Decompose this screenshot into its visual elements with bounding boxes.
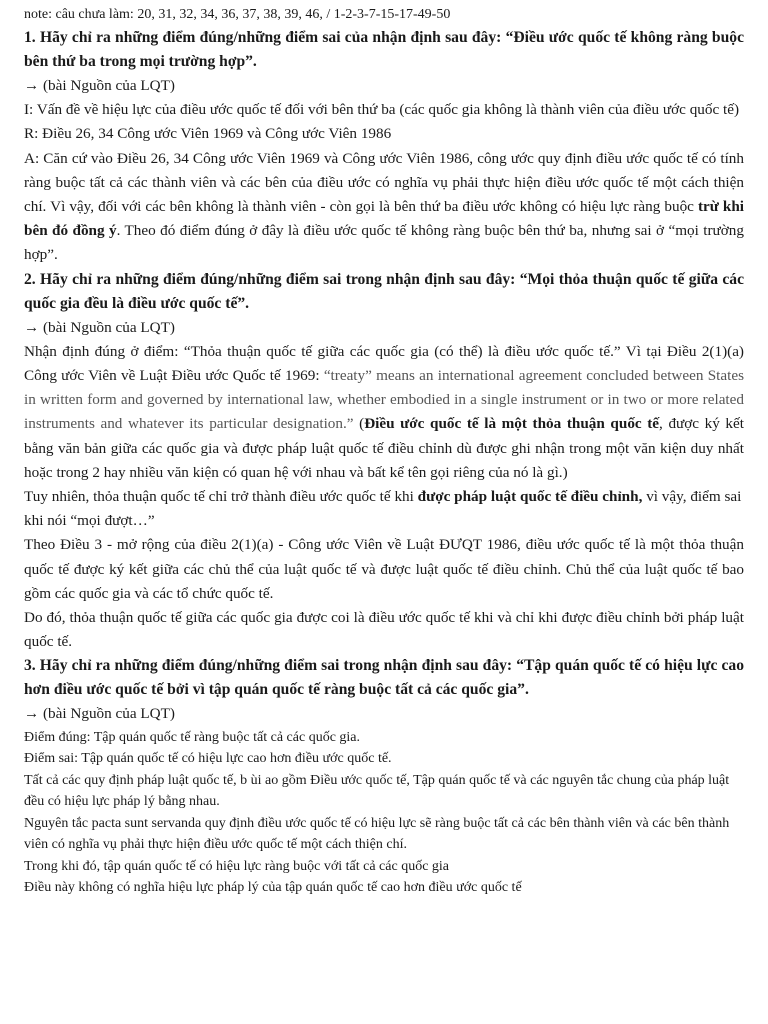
paragraph-text: vì vậy, điểm sai khi nói “mọi đượt…” (24, 488, 742, 530)
question-3-line: Điểm sai: Tập quán quốc tế có hiệu lực cao hơn điều ước quốc tế. (24, 751, 392, 767)
paragraph-text: ( (353, 415, 365, 433)
question-2-paragraph-2 (24, 485, 744, 533)
question-1-answer (24, 147, 744, 268)
question-3-line: Nguyên tắc pacta sunt servanda quy định điều ước quốc tế có hiệu lực sẽ ràng buộc tất cả các bên thành viên và các bên thành viên có nghĩa vụ phải thực hiện điều ước quốc tế một cách thiện chí. (24, 815, 730, 853)
treaty-definition-quote: “treaty” means an international agreement concluded between States in written form and governed by international law, whether embodied in a single instrument or in two or more related instruments and whatever its particular designation.” (24, 367, 744, 433)
question-2-reference: → (bài Nguồn của LQT) (24, 318, 175, 336)
answer-text: A: Căn cứ vào Điều 26, 34 Công ước Viên 1969 và Công ước Viên 1986, công ước quy định điều ước quốc tế có tính ràng buộc tất cả các thành viên và các bên của điều ước có nghĩa vụ phải thực hiện điều ước quốc tế một cách thiện chí. Vì vậy, đối với các bên không là thành viên - còn gọi là bên thứ ba điều ước không có hiệu lực ràng buộc (24, 149, 744, 216)
question-2-paragraph-1 (24, 340, 744, 485)
question-2-paragraph-3: Theo Điều 3 - mở rộng của điều 2(1)(a) - Công ước Viên về Luật ĐƯQT 1986, điều ước quốc tế là một thỏa thuận quốc tế được ký kết giữa các chủ thể của luật quốc tế và được luật quốc tế điều chỉnh. Chủ thể của luật quốc tế bao gồm các quốc gia và các tổ chức quốc tế. (24, 536, 744, 602)
todo-note: note: câu chưa làm: 20, 31, 32, 34, 36, 37, 38, 39, 46, / 1-2-3-7-15-17-49-50 (24, 7, 451, 22)
paragraph-emphasis: Điều ước quốc tế là một thỏa thuận quốc tế (364, 415, 660, 433)
question-3-line: Tất cả các quy định pháp luật quốc tế, b ùi ao gồm Điều ước quốc tế, Tập quán quốc tế và các nguyên tắc chung của pháp luật đều có hiệu lực pháp lý bằng nhau. (24, 772, 730, 810)
question-2 (24, 268, 744, 655)
question-1 (24, 26, 744, 268)
question-3 (24, 654, 744, 898)
paragraph-text: Tuy nhiên, thỏa thuận quốc tế chỉ trở thành điều ước quốc tế khi (24, 488, 418, 506)
question-2-title: 2. Hãy chỉ ra những điểm đúng/những điểm sai trong nhận định sau đây: “Mọi thỏa thuận quốc tế giữa các quốc gia đều là điều ước quốc tế”. (24, 270, 744, 312)
question-1-rule: R: Điều 26, 34 Công ước Viên 1969 và Công ước Viên 1986 (24, 125, 392, 143)
answer-text-end: . Theo đó điểm đúng ở đây là điều ước quốc tế không ràng buộc bên thứ ba, nhưng sai ở “mọi trường hợp”. (24, 222, 744, 264)
paragraph-text: , được ký kết bằng văn bản giữa các quốc gia và được pháp luật quốc tế điều chỉnh dù được ghi nhận trong một văn kiện duy nhất hoặc trong 2 hay nhiều văn kiện có quan hệ với nhau và bất kể tên gọi riêng của nó là gì.) (24, 415, 744, 481)
question-3-line: Điểm đúng: Tập quán quốc tế ràng buộc tất cả các quốc gia. (24, 729, 361, 745)
question-3-line: Điều này không có nghĩa hiệu lực pháp lý của tập quán quốc tế cao hơn điều ước quốc tế (24, 880, 522, 896)
paragraph-text: Nhận định đúng ở điểm: “Thỏa thuận quốc tế giữa các quốc gia (có thể) là điều ước quốc tế.” Vì tại Điều 2(1)(a) Công ước Viên về Luật Điều ước Quốc tế 1969: (24, 342, 744, 385)
answer-emphasis: trừ khi bên đó đồng ý (24, 198, 744, 240)
question-1-reference: → (bài Nguồn của LQT) (24, 77, 175, 94)
question-3-line: Trong khi đó, tập quán quốc tế có hiệu lực ràng buộc với tất cả các quốc gia (24, 858, 450, 874)
question-1-issue: I: Vấn đề về hiệu lực của điều ước quốc tế đối với bên thứ ba (các quốc gia không là thành viên của điều ước quốc tế) (24, 101, 740, 119)
question-2-paragraph-4: Do đó, thỏa thuận quốc tế giữa các quốc gia được coi là điều ước quốc tế khi và chỉ khi được điều chỉnh bởi pháp luật quốc tế. (24, 609, 744, 651)
question-3-title: 3. Hãy chỉ ra những điểm đúng/những điểm sai trong nhận định sau đây: “Tập quán quốc tế có hiệu lực cao hơn điều ước quốc tế bởi vì tập quán quốc tế ràng buộc tất cả các quốc gia”. (24, 657, 744, 699)
paragraph-emphasis: được pháp luật quốc tế điều chỉnh, (417, 488, 643, 506)
question-1-title: 1. Hãy chỉ ra những điểm đúng/những điểm sai của nhận định sau đây: “Điều ước quốc tế không ràng buộc bên thứ ba trong mọi trường hợp”. (24, 29, 744, 70)
question-3-reference: → (bài Nguồn của LQT) (24, 705, 175, 723)
